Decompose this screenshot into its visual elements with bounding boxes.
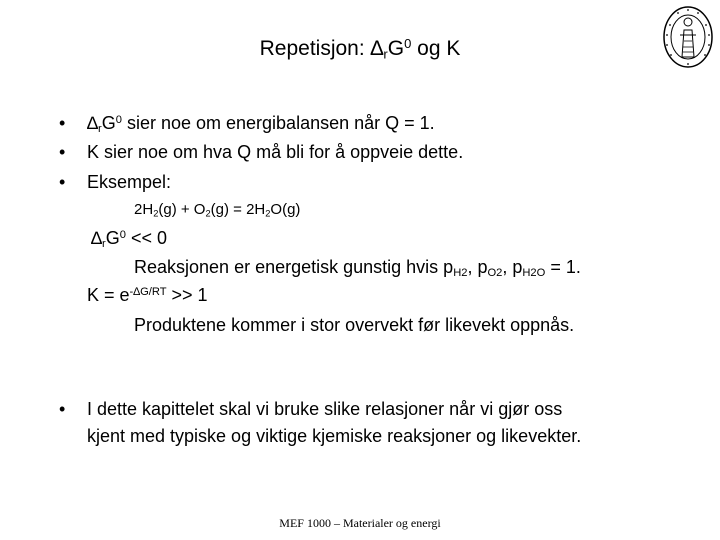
university-seal-icon: [662, 5, 714, 69]
page-title: Repetisjon: $\Delta_rG^0$ og K: [259, 35, 461, 62]
products-line: Produktene kommer i stor overvekt før likevekt oppnås.: [134, 315, 575, 335]
bullet-marker: •: [59, 399, 66, 419]
bullet-chapter-line2: kjent med typiske og viktige kjemiske reaksjoner og likevekter.: [87, 426, 582, 446]
k-expression: $K = e^{-\Delta G/RT} >> 1$: [87, 285, 208, 305]
reaction-equation: $2H_2(g) + O_2(g) = 2H_2O(g)$: [134, 201, 301, 219]
bullet-marker: •: [59, 113, 66, 133]
delta-g-inequality: $\Delta_rG^0 << 0$: [91, 228, 168, 251]
bullet-k-meaning: K sier noe om hva Q må bli for å oppveie dette.: [87, 142, 464, 162]
bullet-marker: •: [59, 142, 66, 162]
bullet-delta-g-energy: $\Delta_rG^0$ sier noe om energibalansen når Q = 1.: [87, 113, 435, 136]
bullet-example: Eksempel:: [87, 172, 172, 192]
footer: MEF 1000 – Materialer og energi: [279, 516, 441, 530]
bullet-marker: •: [59, 172, 66, 192]
reaction-favorable-line: Reaksjonen er energetisk gunstig hvis $p_{H2}$, $p_{O2}$, $p_{H2O} = 1$.: [134, 257, 581, 280]
bullet-chapter-line1: I dette kapittelet skal vi bruke slike relasjoner når vi gjør oss: [87, 399, 563, 419]
